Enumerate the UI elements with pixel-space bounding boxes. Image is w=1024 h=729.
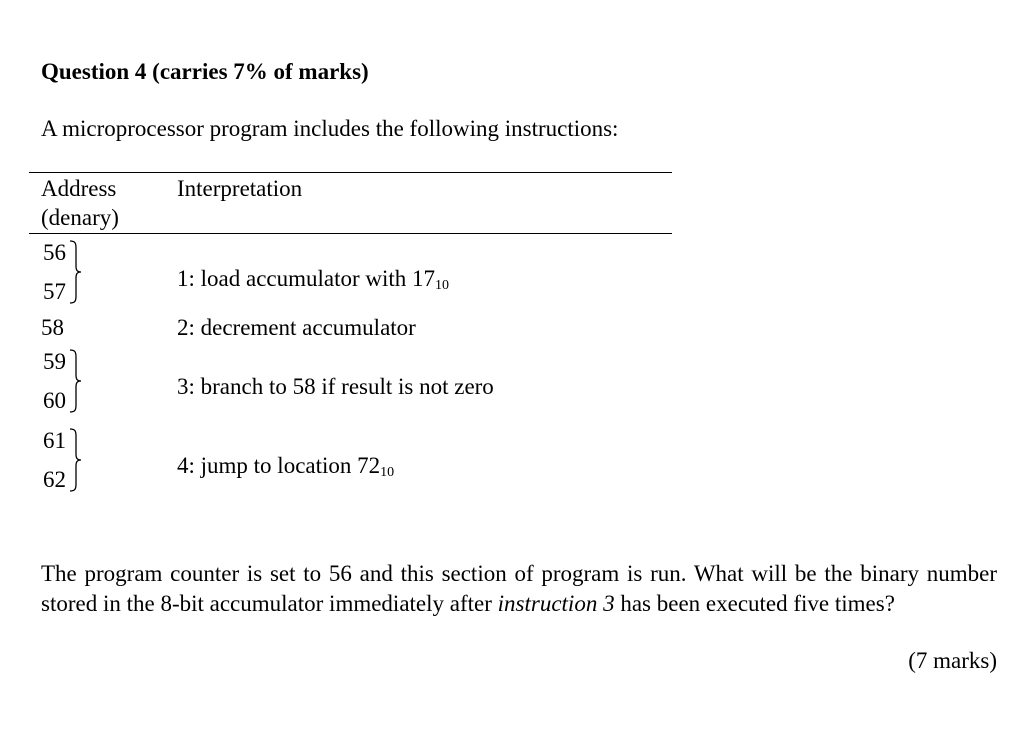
instruction-4-subscript: 10 (380, 465, 395, 480)
instruction-1 (177, 264, 449, 294)
address-62: 62 (43, 467, 66, 492)
instruction-1-text: 1: load accumulator with 17 (177, 266, 436, 291)
address-header-line1: Address (41, 176, 117, 201)
question-heading: Question 4 (carries 7% of marks) (41, 59, 369, 84)
address-58: 58 (41, 315, 64, 340)
address-61: 61 (43, 428, 66, 453)
address-56: 56 (43, 240, 66, 265)
instruction-4-text: 4: jump to location 72 (177, 453, 381, 478)
instruction-3: 3: branch to 58 if result is not zero (177, 374, 494, 399)
address-header-line2: (denary) (41, 205, 119, 230)
brace-row1 (68, 240, 82, 304)
question-emphasis: instruction 3 (497, 591, 615, 616)
interpretation-header: Interpretation (177, 176, 303, 201)
address-60: 60 (43, 388, 66, 413)
question-text-part1: The program counter is set to 56 and this section of program is run. What will be the binary number stored in the 8-bit accumulator immediately after (41, 561, 997, 616)
table-top-rule (29, 172, 672, 173)
instruction-1-subscript: 10 (435, 278, 450, 293)
question-text-part2: has been executed five times? (614, 591, 895, 616)
marks-label: (7 marks) (908, 648, 997, 673)
brace-row4 (68, 428, 82, 492)
brace-row3 (68, 349, 82, 413)
instruction-2: 2: decrement accumulator (177, 315, 416, 340)
table-header-rule (29, 233, 672, 234)
question-paragraph (41, 559, 997, 619)
address-57: 57 (43, 279, 66, 304)
instruction-4 (177, 451, 394, 481)
intro-text: A microprocessor program includes the following instructions: (41, 116, 619, 141)
address-59: 59 (43, 349, 66, 374)
